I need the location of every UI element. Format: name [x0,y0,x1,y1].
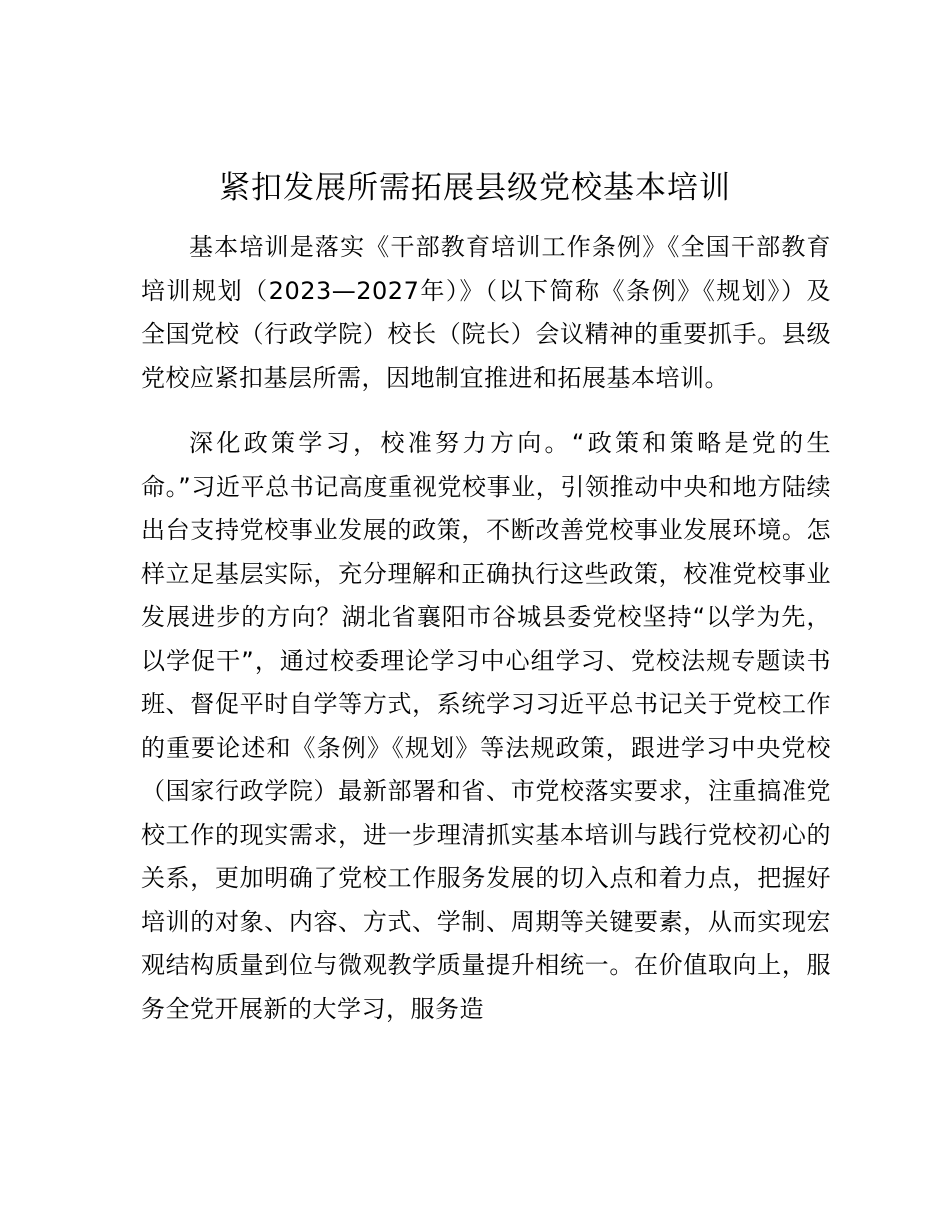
paragraph-2: 深化政策学习，校准努力方向。“政策和策略是党的生命。”习近平总书记高度重视党校事业，引领推动中央和地方陆续出台支持党校事业发展的政策，不断改善党校事业发展环境。怎样立足基层实际，充分理解和正确执行这些政策，校准党校事业发展进步的方向？湖北省襄阳市谷城县委党校坚持“以学为先，以学促干”，通过校委理论学习中心组学习、党校法规专题读书班、督促平时自学等方式，系统学习习近平总书记关于党校工作的重要论述和《条例》《规划》等法规政策，跟进学习中央党校（国家行政学院）最新部署和省、市党校落实要求，注重搞准党校工作的现实需求，进一步理清抓实基本培训与践行党校初心的关系，更加明确了党校工作服务发展的切入点和着力点，把握好培训的对象、内容、方式、学制、周期等关键要素，从而实现宏观结构质量到位与微观教学质量提升相统一。在价值取向上，服务全党开展新的大学习，服务造 [141,429,831,1023]
paragraph-1: 基本培训是落实《干部教育培训工作条例》《全国干部教育培训规划（2023—2027年）》（以下简称《条例》《规划》）及全国党校（行政学院）校长（院长）会议精神的重要抓手。县级党校应紧扣基层所需，因地制宜推进和拓展基本培训。 [141,233,831,392]
document-title: 紧扣发展所需拓展县级党校基本培训 [219,170,731,206]
